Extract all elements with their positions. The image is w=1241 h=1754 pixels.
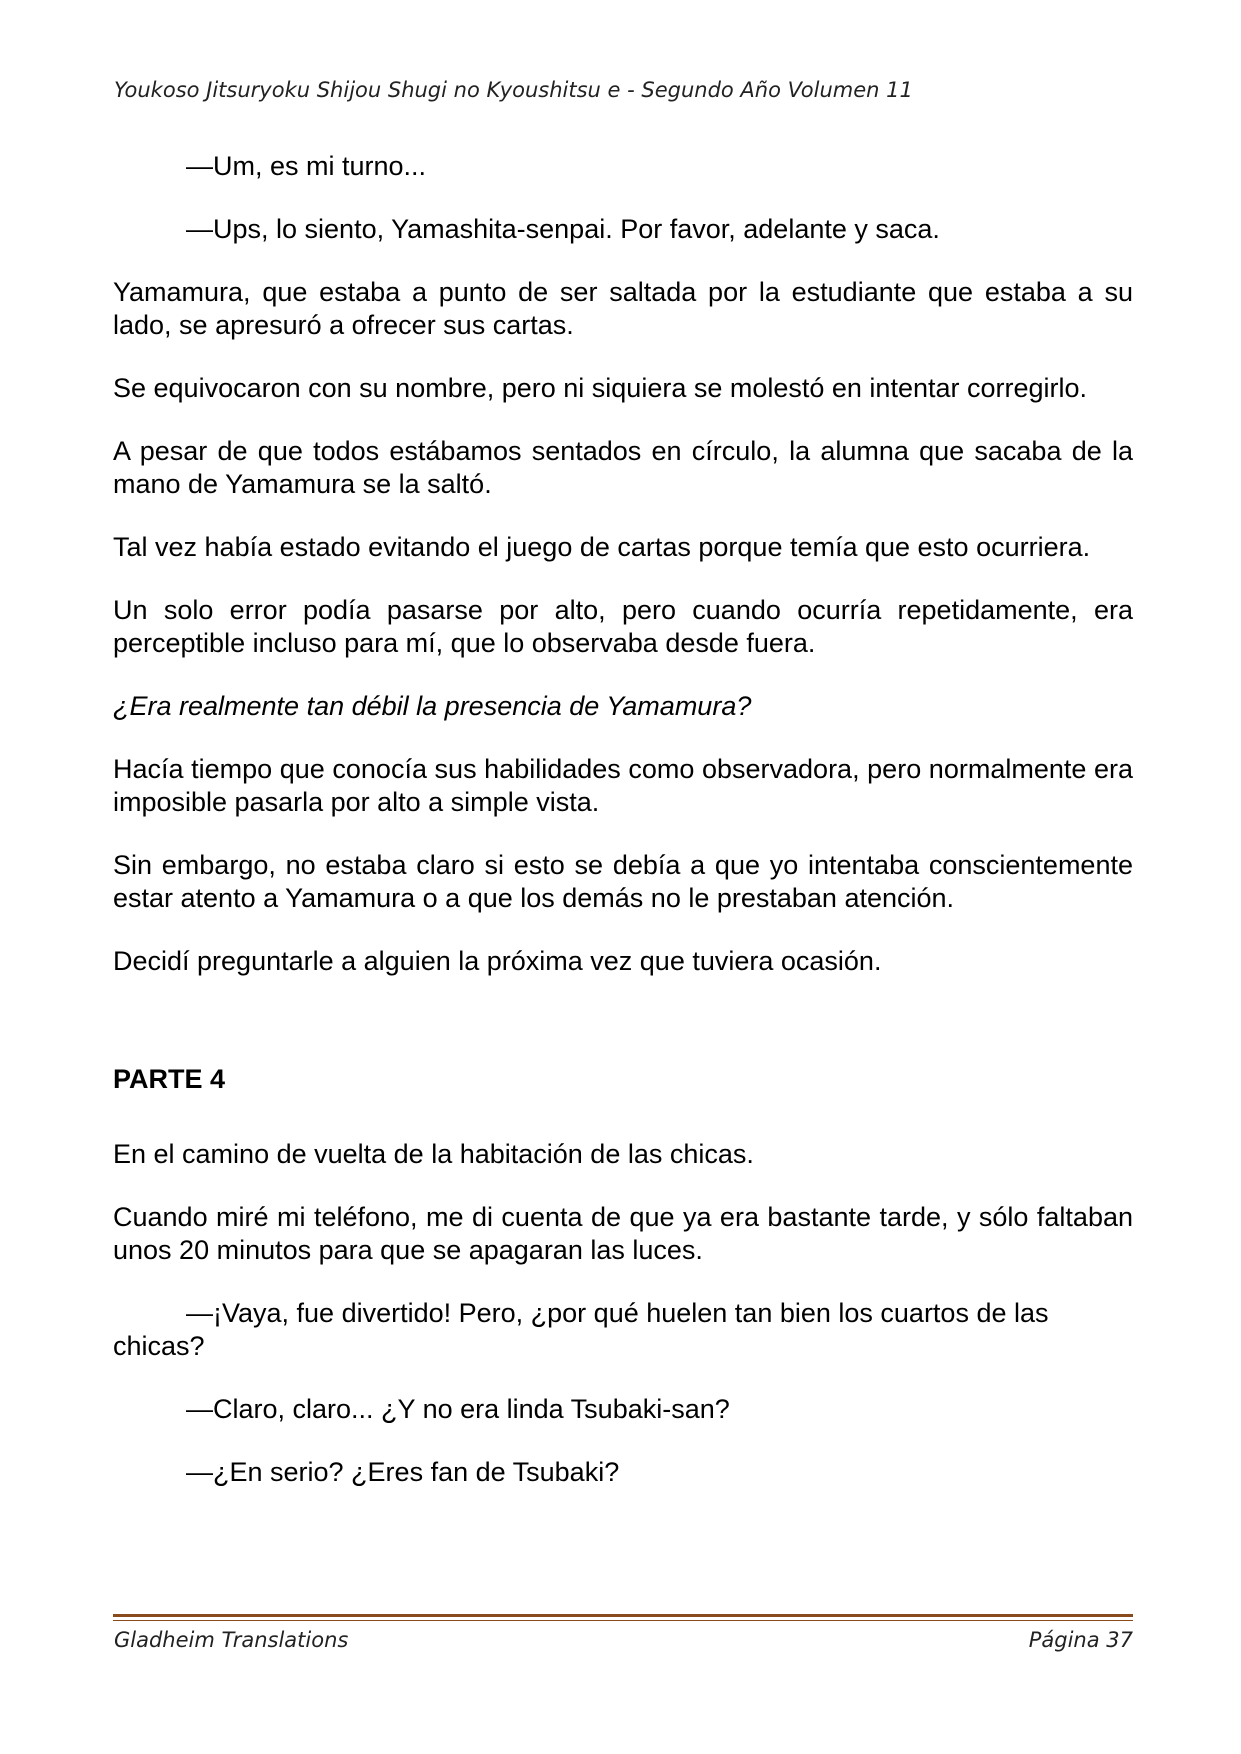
paragraph: A pesar de que todos estábamos sentados en círculo, la alumna que sacaba de la mano de Yamamura se la saltó. — [113, 436, 1133, 499]
section-title: PARTE 4 — [113, 1064, 226, 1094]
footer-divider-thin — [113, 1620, 1133, 1621]
paragraph: Hacía tiempo que conocía sus habilidades como observadora, pero normalmente era imposible pasarla por alto a simple vista. — [113, 754, 1133, 817]
page-number: Página 37 — [1028, 1628, 1133, 1652]
paragraph: En el camino de vuelta de la habitación de las chicas. — [113, 1139, 754, 1169]
dialogue-line: —Um, es mi turno... — [186, 151, 427, 181]
footer-divider — [113, 1614, 1133, 1617]
dialogue-line: —Ups, lo siento, Yamashita-senpai. Por favor, adelante y saca. — [186, 214, 940, 244]
paragraph: Yamamura, que estaba a punto de ser saltada por la estudiante que estaba a su lado, se apresuró a ofrecer sus cartas. — [113, 277, 1133, 340]
paragraph: Un solo error podía pasarse por alto, pero cuando ocurría repetidamente, era perceptible incluso para mí, que lo observaba desde fuera. — [113, 595, 1133, 658]
running-header: Youkoso Jitsuryoku Shijou Shugi no Kyoushitsu e - Segundo Año Volumen 11 — [114, 78, 913, 102]
inner-thought: ¿Era realmente tan débil la presencia de Yamamura? — [113, 691, 752, 721]
paragraph: Tal vez había estado evitando el juego de cartas porque temía que esto ocurriera. — [113, 532, 1091, 562]
paragraph: Decidí preguntarle a alguien la próxima vez que tuviera ocasión. — [113, 946, 882, 976]
paragraph: Se equivocaron con su nombre, pero ni siquiera se molestó en intentar corregirlo. — [113, 373, 1088, 403]
paragraph: Sin embargo, no estaba claro si esto se debía a que yo intentaba conscientemente estar atento a Yamamura o a que los demás no le prestaban atención. — [113, 850, 1133, 913]
page-body — [113, 150, 1133, 1519]
paragraph: Cuando miré mi teléfono, me di cuenta de que ya era bastante tarde, y sólo faltaban unos 20 minutos para que se apagaran las luces. — [113, 1202, 1133, 1265]
dialogue-line: —¿En serio? ¿Eres fan de Tsubaki? — [186, 1457, 620, 1487]
dialogue-line: —¡Vaya, fue divertido! Pero, ¿por qué huelen tan bien los cuartos de las chicas? — [113, 1298, 1049, 1361]
footer-credit: Gladheim Translations — [114, 1628, 349, 1652]
dialogue-line: —Claro, claro... ¿Y no era linda Tsubaki-san? — [186, 1394, 730, 1424]
